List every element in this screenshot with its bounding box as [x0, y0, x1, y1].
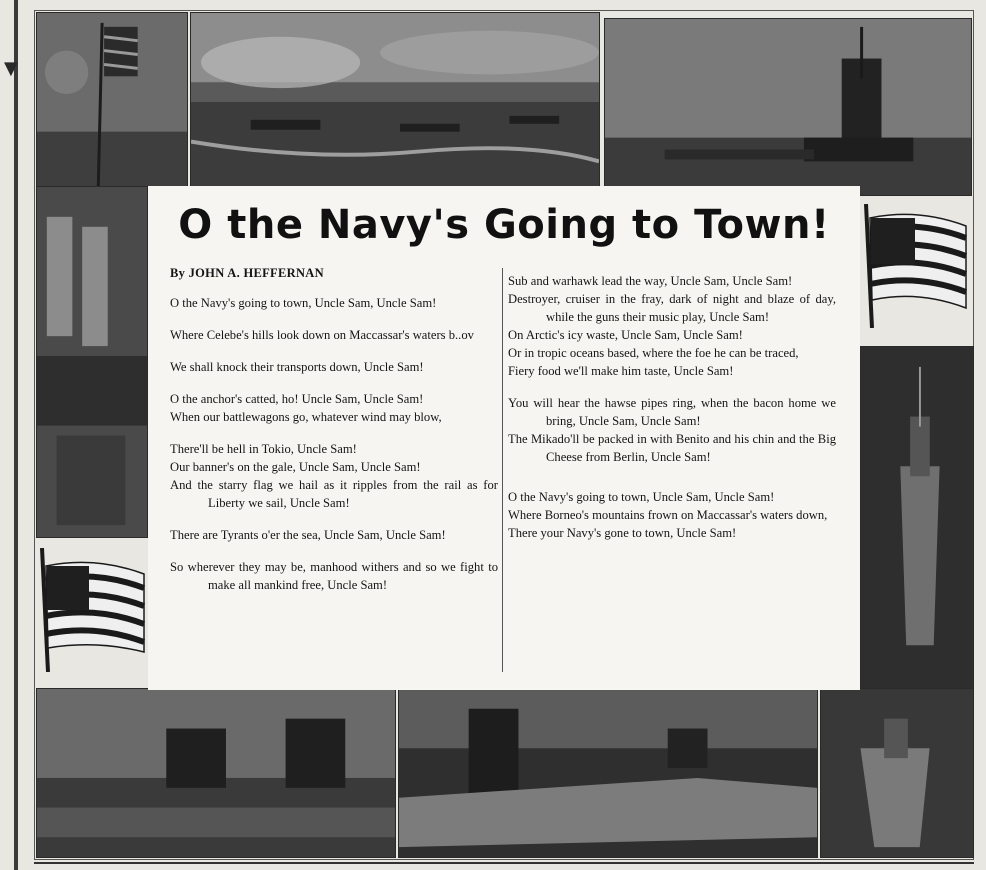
poem-line: There your Navy's gone to town, Uncle Sam!: [508, 526, 737, 540]
poem-line: Or in tropic oceans based, where the foe he can be traced,: [508, 346, 799, 360]
battleship-column-photo: [604, 18, 972, 196]
poem-line: Our banner's on the gale, Uncle Sam, Uncle Sam!: [170, 460, 421, 474]
poem-line: When our battlewagons go, whatever wind may blow,: [170, 410, 442, 424]
poem-line: There'll be hell in Tokio, Uncle Sam!: [170, 442, 357, 456]
destroyer-underway-photo: [820, 688, 974, 858]
poem-line: You will hear the hawse pipes ring, when the bacon home we bring, Uncle Sam, Uncle Sam!: [508, 396, 836, 428]
page-bottom-rule: [34, 862, 974, 864]
poem-card: [148, 186, 860, 690]
poem-line: The Mikado'll be packed in with Benito and his chin and the Big Cheese from Berlin, Uncle Sam!: [508, 432, 836, 464]
poem-line: We shall knock their transports down, Uncle Sam!: [170, 360, 424, 374]
article-title: O the Navy's Going to Town!: [178, 202, 830, 248]
poem-right-column: [508, 272, 836, 542]
poem-line: So wherever they may be, manhood withers and so we fight to make all mankind free, Uncle Sam!: [170, 560, 498, 592]
poem-line: On Arctic's icy waste, Uncle Sam, Uncle Sam!: [508, 328, 743, 342]
poem-left-column: [170, 264, 498, 594]
poem-line: There are Tyrants o'er the sea, Uncle Sam, Uncle Sam!: [170, 528, 446, 542]
poem-line: Sub and warhawk lead the way, Uncle Sam, Uncle Sam!: [508, 274, 793, 288]
gun-turret-photo: [36, 186, 148, 538]
poem-line: O the anchor's catted, ho! Uncle Sam, Uncle Sam!: [170, 392, 424, 406]
page-edge-line: [14, 0, 18, 870]
american-flag-icon: [36, 548, 148, 672]
warship-mast-photo: [36, 12, 188, 192]
poem-line: O the Navy's going to town, Uncle Sam, Uncle Sam!: [508, 490, 775, 504]
byline: By JOHN A. HEFFERNAN: [170, 266, 324, 280]
poem-line: Destroyer, cruiser in the fray, dark of night and blaze of day, while the guns their music play, Uncle Sam!: [508, 292, 836, 324]
poem-line: Where Borneo's mountains frown on Maccassar's waters down,: [508, 508, 828, 522]
fleet-at-sea-photo: [190, 12, 600, 194]
battleships-at-anchor-photo: [36, 688, 396, 858]
american-flag-icon: [858, 204, 970, 328]
battleship-wake-photo: [398, 688, 818, 858]
column-divider: [502, 268, 503, 672]
destroyer-photo: [860, 346, 974, 690]
poem-line: Fiery food we'll make him taste, Uncle Sam!: [508, 364, 734, 378]
poem-line: O the Navy's going to town, Uncle Sam, Uncle Sam!: [170, 296, 437, 310]
poem-line: And the starry flag we hail as it ripples from the rail as for Liberty we sail, Uncle Sam!: [170, 478, 498, 510]
page-edge-arrow-icon: ▼: [4, 58, 18, 79]
poem-line: Where Celebe's hills look down on Maccassar's waters b..ov: [170, 328, 474, 342]
